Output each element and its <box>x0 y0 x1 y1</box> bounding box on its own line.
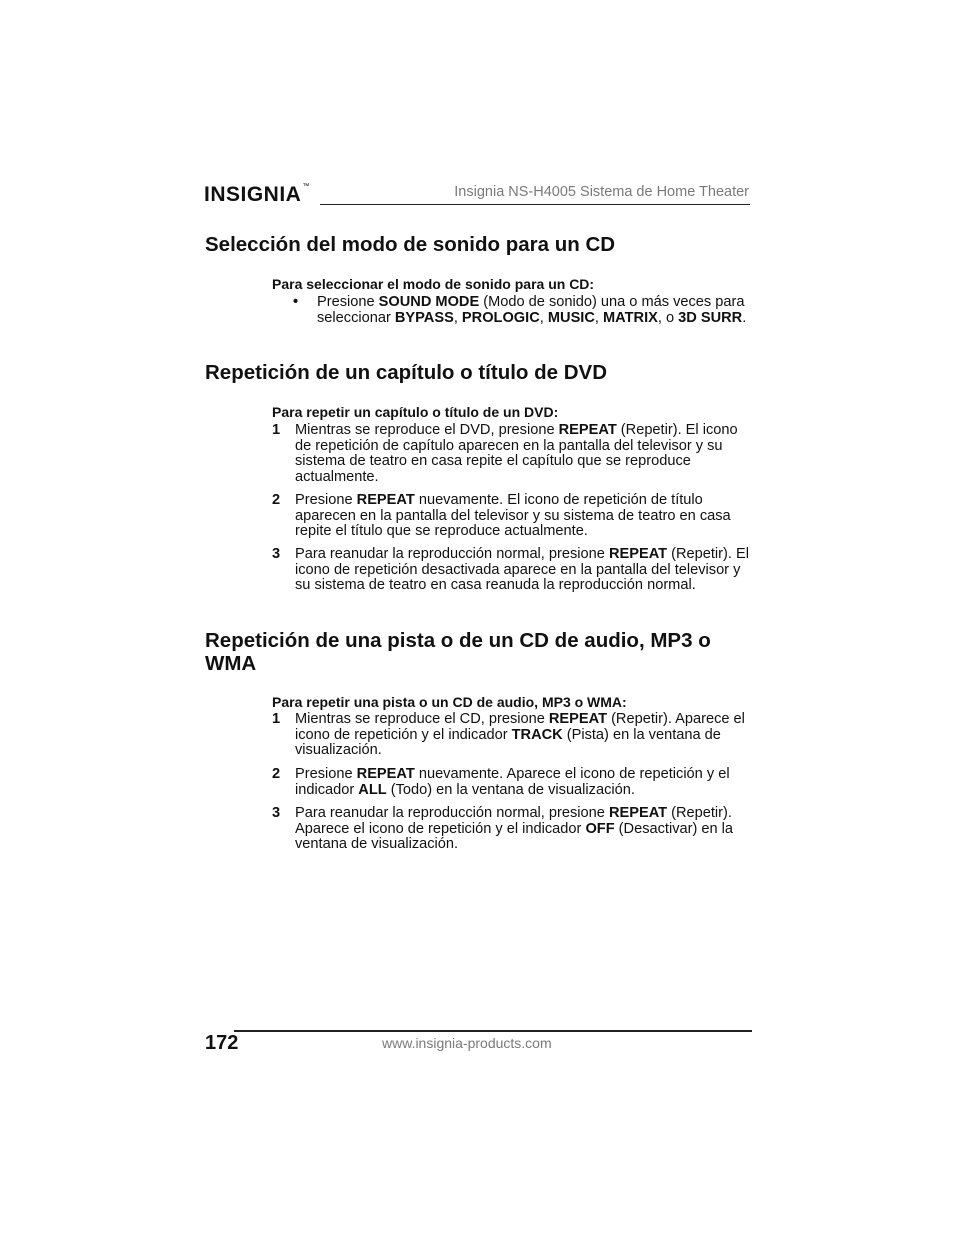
header-title: Insignia NS-H4005 Sistema de Home Theater <box>454 184 749 200</box>
section-heading-dvd-repeat: Repetición de un capítulo o título de DVD <box>205 361 608 384</box>
list-item <box>272 806 750 853</box>
list-item-text: Mientras se reproduce el DVD, presione REPEAT (Repetir). El icono de repetición de capítulo aparecen en la pantalla del televisor y su sistema de teatro en casa repite el capítulo que se reproduce actualmente. <box>295 422 738 485</box>
list-item <box>272 493 750 540</box>
insignia-logo <box>204 183 310 207</box>
header-divider <box>320 204 750 205</box>
list-item <box>272 712 750 759</box>
list-item <box>272 295 750 326</box>
footer-url: www.insignia-products.com <box>382 1035 552 1051</box>
list-item <box>272 423 750 485</box>
list-item-text: Para reanudar la reproducción normal, presione REPEAT (Repetir). Aparece el icono de repetición y el indicador OFF (Desactivar) en la ventana de visualización. <box>295 805 734 853</box>
logo-text: INSIGNIA <box>204 183 302 206</box>
step-number: 2 <box>272 492 281 508</box>
step-number: 3 <box>272 546 281 562</box>
step-number: 1 <box>272 711 281 727</box>
subheading-dvd-repeat: Para repetir un capítulo o título de un DVD: <box>272 404 559 420</box>
list-item-text: Mientras se reproduce el CD, presione REPEAT (Repetir). Aparece el icono de repetición y el indicador TRACK (Pista) en la ventana de visualización. <box>295 711 745 759</box>
list-item-text: Para reanudar la reproducción normal, presione REPEAT (Repetir). El icono de repetición desactivada aparece en la pantalla del televisor y su sistema de teatro en casa reanuda la reproducción normal. <box>295 546 749 594</box>
list-item-text: Presione REPEAT nuevamente. Aparece el icono de repetición y el indicador ALL (Todo) en la ventana de visualización. <box>295 766 730 798</box>
step-number: 3 <box>272 805 281 821</box>
list-item <box>272 767 750 798</box>
list-item <box>272 547 750 594</box>
bullet-mark: • <box>293 294 299 310</box>
section-heading-audio-repeat: Repetición de una pista o de un CD de audio, MP3 o WMA <box>205 629 711 675</box>
subheading-cd-sound-mode: Para seleccionar el modo de sonido para un CD: <box>272 276 595 292</box>
step-number: 2 <box>272 766 281 782</box>
step-number: 1 <box>272 422 281 438</box>
footer-divider <box>234 1030 752 1032</box>
list-item-text: Presione SOUND MODE (Modo de sonido) una o más veces para seleccionar BYPASS, PROLOGIC, MUSIC, MATRIX, o 3D SURR. <box>317 294 747 326</box>
subheading-audio-repeat: Para repetir una pista o un CD de audio, MP3 o WMA: <box>272 694 627 710</box>
section-heading-cd-sound-mode: Selección del modo de sonido para un CD <box>205 233 616 256</box>
logo-trademark: ™ <box>302 183 310 190</box>
page-number: 172 <box>205 1032 239 1054</box>
list-item-text: Presione REPEAT nuevamente. El icono de repetición de título aparecen en la pantalla del televisor y su sistema de teatro en casa repite el título que se reproduce actualmente. <box>295 492 731 540</box>
